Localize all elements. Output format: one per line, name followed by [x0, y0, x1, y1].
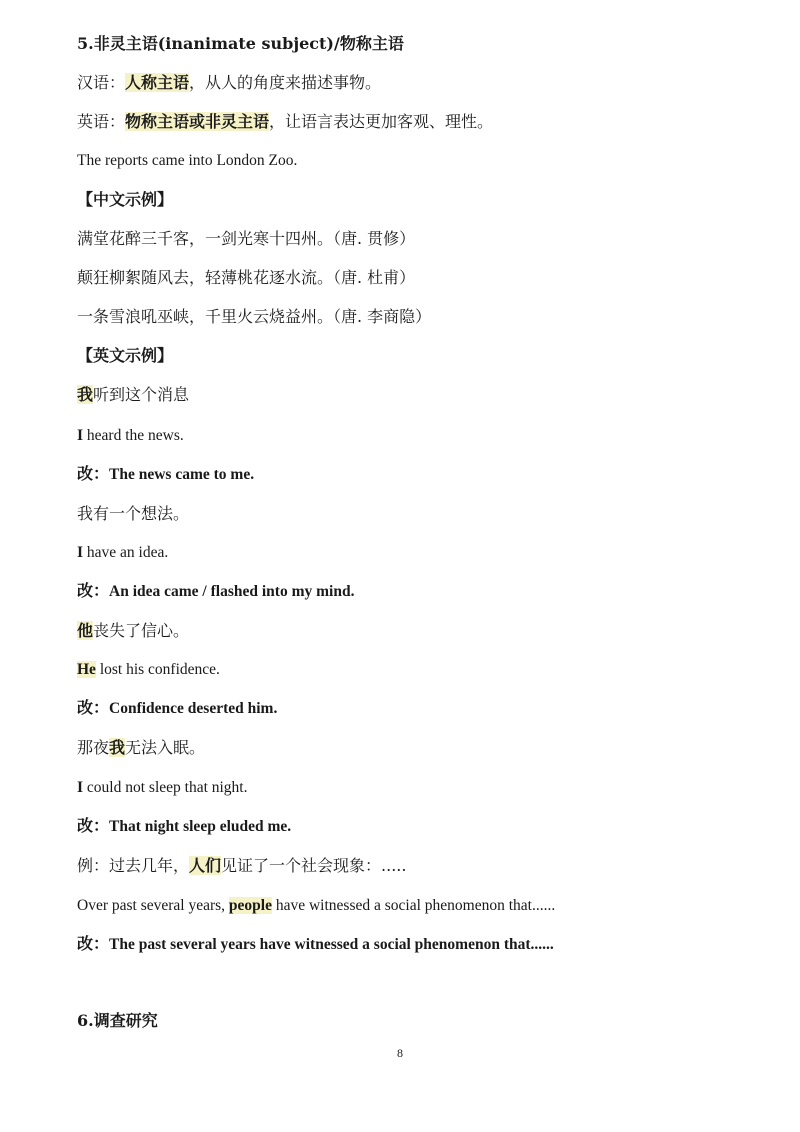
chinese-term: 人称主语 — [125, 73, 190, 92]
chinese-label: 汉语： — [77, 73, 126, 92]
ex4-english — [77, 777, 760, 799]
ex5-en-pre: Over past several years, — [77, 897, 229, 914]
ex2-chinese: 我有一个想法。 — [77, 504, 190, 523]
ex3-chinese — [77, 620, 760, 642]
cn-example-1: 满堂花醉三千客，一剑光寒十四州。（唐. 贯修） — [77, 229, 416, 248]
ex4-revised — [77, 816, 760, 838]
english-subject-line — [77, 111, 760, 133]
ex4-chinese — [77, 737, 760, 759]
ex2-revised-label: 改： — [77, 583, 110, 600]
section-5-title: 5.非灵主语(inanimate subject)/物称主语 — [77, 34, 404, 53]
ex3-en-subject: He — [77, 661, 96, 678]
ex3-revised — [77, 698, 760, 720]
ex5-en-rest: have witnessed a social phenomenon that...... — [271, 897, 556, 914]
ex1-en-subject: I — [77, 427, 84, 444]
ex3-en-rest: lost his confidence. — [95, 661, 220, 678]
ex1-cn-rest: 听到这个消息 — [93, 385, 190, 404]
ex3-cn-subject: 他 — [77, 621, 94, 640]
chinese-rest: ，从人的角度来描述事物。 — [189, 73, 382, 92]
ex1-chinese — [77, 384, 760, 406]
ex3-revised-text: Confidence deserted him. — [109, 700, 278, 717]
ex4-cn-pre: 那夜 — [77, 738, 110, 757]
ex1-revised-text: The news came to me. — [109, 466, 255, 483]
ex4-cn-subject: 我 — [109, 738, 126, 757]
english-term: 物称主语或非灵主语 — [125, 112, 270, 131]
ex2-en-subject: I — [77, 544, 84, 561]
ex2-english — [77, 542, 760, 564]
en-examples-heading: 【英文示例】 — [77, 346, 174, 365]
ex4-cn-rest: 无法入眠。 — [125, 738, 206, 757]
ex5-cn-pre: 例：过去几年， — [77, 856, 190, 875]
ex5-revised — [77, 934, 760, 956]
english-label: 英语： — [77, 112, 126, 131]
ex2-revised — [77, 581, 760, 603]
section-6-title: 6.调查研究 — [77, 1011, 158, 1030]
ex4-en-subject: I — [77, 779, 84, 796]
cn-example-3: 一条雪浪吼巫峡，千里火云烧益州。（唐. 李商隐） — [77, 307, 432, 326]
sample-sentence: The reports came into London Zoo. — [77, 152, 298, 169]
ex1-en-rest: heard the news. — [83, 427, 184, 444]
ex3-english — [77, 659, 760, 681]
ex4-revised-label: 改： — [77, 818, 110, 835]
cn-example-2: 颠狂柳絮随风去，轻薄桃花逐水流。（唐. 杜甫） — [77, 268, 416, 287]
ex5-revised-label: 改： — [77, 936, 110, 953]
english-rest: ，让语言表达更加客观、理性。 — [269, 112, 494, 131]
page-number: 8 — [397, 1046, 403, 1060]
ex2-en-rest: have an idea. — [83, 544, 169, 561]
ex1-revised-label: 改： — [77, 466, 110, 483]
ex5-cn-subject: 人们 — [189, 856, 222, 875]
ex1-english — [77, 425, 760, 447]
ex3-cn-rest: 丧失了信心。 — [93, 621, 190, 640]
ex5-revised-text: The past several years have witnessed a social phenomenon that...... — [109, 936, 554, 953]
ex3-revised-label: 改： — [77, 700, 110, 717]
chinese-subject-line — [77, 72, 760, 94]
ex5-en-subject: people — [228, 897, 272, 914]
ex1-cn-subject: 我 — [77, 385, 94, 404]
ex4-en-rest: could not sleep that night. — [83, 779, 248, 796]
ex4-revised-text: That night sleep eluded me. — [109, 818, 292, 835]
ex5-chinese — [77, 855, 760, 877]
ex5-english — [77, 895, 760, 917]
cn-examples-heading: 【中文示例】 — [77, 190, 174, 209]
ex2-revised-text: An idea came / flashed into my mind. — [109, 583, 355, 600]
ex5-cn-rest: 见证了一个社会现象：..... — [221, 856, 407, 875]
ex1-revised — [77, 464, 760, 486]
